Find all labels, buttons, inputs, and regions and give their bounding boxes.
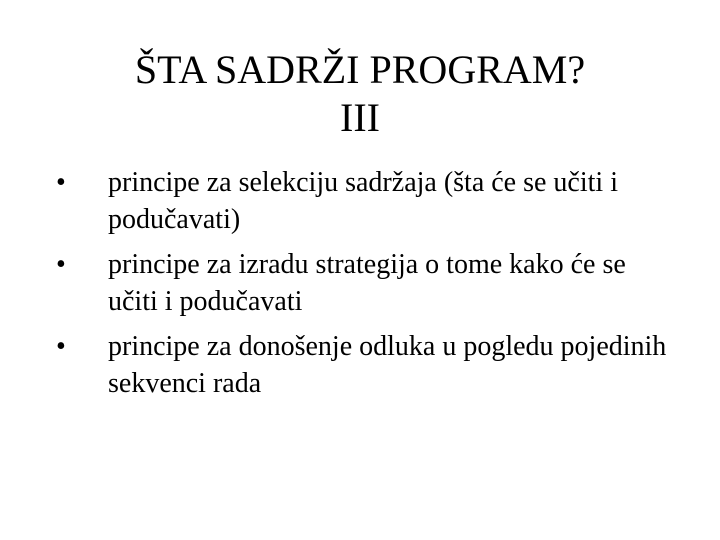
bullet-text-2: principe za izradu strategija o tome kako će se učiti i podučavati [108, 249, 626, 317]
bullet-item-3 [56, 328, 676, 402]
bullet-item-1 [56, 164, 676, 238]
slide-title [0, 46, 720, 142]
bullet-icon: • [56, 331, 66, 362]
title-line-2: III [340, 95, 380, 140]
bullet-icon: • [56, 167, 66, 198]
title-line-1: ŠTA SADRŽI PROGRAM? [134, 47, 586, 92]
bullet-list [56, 164, 676, 410]
bullet-text-1: principe za selekciju sadržaja (šta će se učiti i podučavati) [108, 167, 618, 235]
bullet-text-3: principe za donošenje odluka u pogledu pojedinih sekvenci rada [108, 331, 667, 399]
bullet-icon: • [56, 249, 66, 280]
bullet-item-2 [56, 246, 676, 320]
